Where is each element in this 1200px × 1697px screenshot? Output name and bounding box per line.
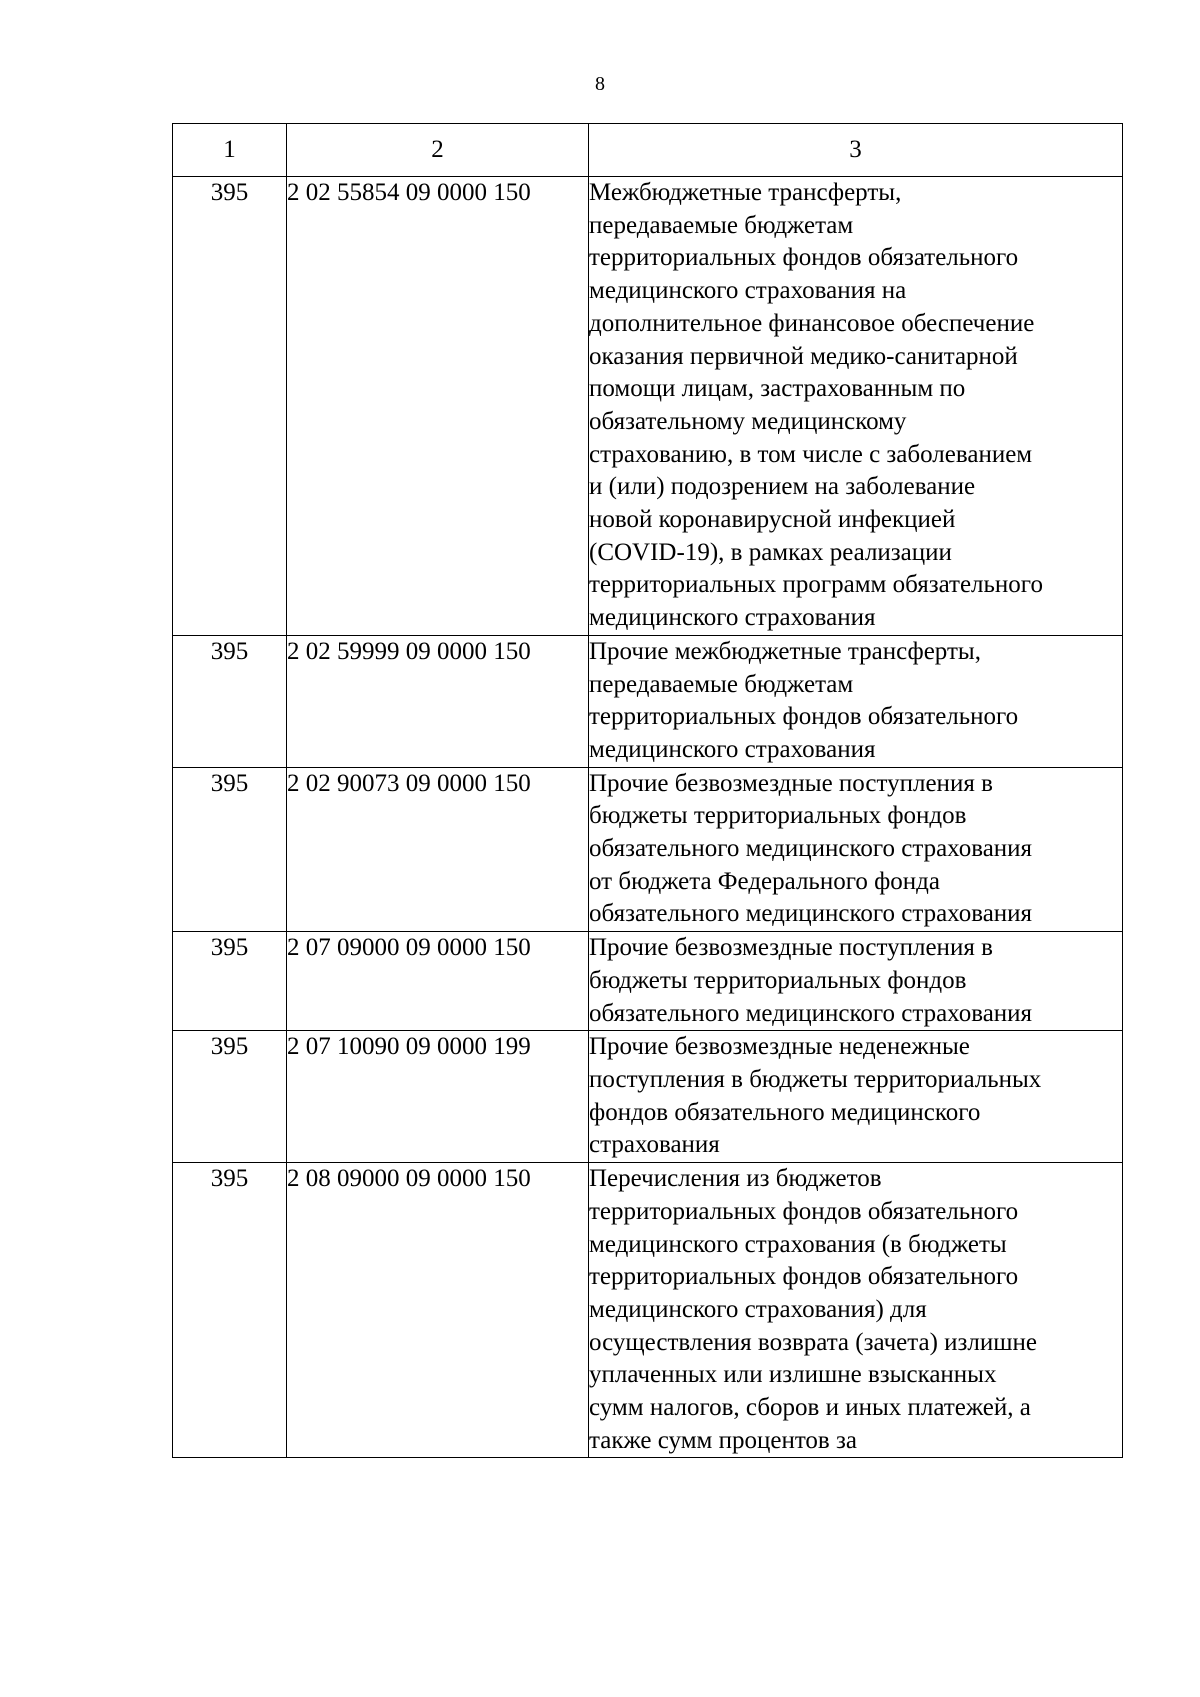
table-row xyxy=(173,1031,1123,1163)
income-name-line: бюджеты территориальных фондов xyxy=(589,966,967,994)
income-name-line: обязательного медицинского страхования xyxy=(589,900,1033,928)
income-name-line: территориальных фондов обязательного xyxy=(589,703,1019,731)
budget-code-cell: 2 08 09000 09 0000 150 xyxy=(287,1163,589,1458)
budget-classification-table xyxy=(172,123,1123,1458)
admin-code-cell: 395 xyxy=(173,635,287,767)
income-name-cell xyxy=(589,635,1123,767)
table-row xyxy=(173,932,1123,1031)
income-name-line: страхования xyxy=(589,1131,720,1159)
income-name-line: передаваемые бюджетам xyxy=(589,211,854,239)
income-name-cell xyxy=(589,177,1123,636)
income-name-line: передаваемые бюджетам xyxy=(589,670,854,698)
table-row xyxy=(173,1163,1123,1458)
income-name-line: обязательному медицинскому xyxy=(589,407,907,435)
admin-code-cell: 395 xyxy=(173,1031,287,1163)
table-row xyxy=(173,767,1123,932)
income-name-line: медицинского страхования на xyxy=(589,277,907,305)
table-body xyxy=(173,177,1123,1458)
income-name-line: (COVID-19), в рамках реализации xyxy=(589,538,952,566)
income-name-line: Прочие безвозмездные неденежные xyxy=(589,1033,970,1061)
income-name-cell xyxy=(589,767,1123,932)
admin-code-cell: 395 xyxy=(173,767,287,932)
table-row xyxy=(173,177,1123,636)
income-name-cell xyxy=(589,1163,1123,1458)
admin-code-cell: 395 xyxy=(173,1163,287,1458)
income-name-line: медицинского страхования) для xyxy=(589,1295,927,1323)
income-name-line: медицинского страхования (в бюджеты xyxy=(589,1230,1007,1258)
income-name-line: Прочие безвозмездные поступления в xyxy=(589,934,993,962)
income-name-line: медицинского страхования xyxy=(589,604,876,632)
income-name-line: Прочие межбюджетные трансферты, xyxy=(589,637,981,665)
income-name-line: бюджеты территориальных фондов xyxy=(589,802,967,830)
income-name-line: от бюджета Федерального фонда xyxy=(589,867,940,895)
income-name-cell xyxy=(589,1031,1123,1163)
page-number: 8 xyxy=(595,73,605,95)
income-name-line: и (или) подозрением на заболевание xyxy=(589,473,976,501)
income-name-line: Перечисления из бюджетов xyxy=(589,1165,882,1193)
income-name-line: Межбюджетные трансферты, xyxy=(589,179,902,206)
income-name-line: поступления в бюджеты территориальных xyxy=(589,1065,1042,1093)
income-name-line: дополнительное финансовое обеспечение xyxy=(589,309,1035,337)
table-row xyxy=(173,635,1123,767)
budget-code-cell: 2 02 90073 09 0000 150 xyxy=(287,767,589,932)
income-name-line: территориальных фондов обязательного xyxy=(589,244,1019,272)
income-name-line: Прочие безвозмездные поступления в xyxy=(589,769,993,797)
admin-code-cell: 395 xyxy=(173,177,287,636)
income-name-line: также сумм процентов за xyxy=(589,1426,857,1454)
income-name-line: сумм налогов, сборов и иных платежей, а xyxy=(589,1394,1031,1422)
budget-code-cell: 2 07 10090 09 0000 199 xyxy=(287,1031,589,1163)
budget-code-cell: 2 07 09000 09 0000 150 xyxy=(287,932,589,1031)
income-name-line: фондов обязательного медицинского xyxy=(589,1098,981,1126)
income-name-line: новой коронавирусной инфекцией xyxy=(589,506,956,534)
income-name-line: территориальных фондов обязательного xyxy=(589,1263,1019,1291)
income-name-line: медицинского страхования xyxy=(589,735,876,763)
column-header-3: 3 xyxy=(589,124,1123,177)
income-name-line: оказания первичной медико-санитарной xyxy=(589,342,1018,370)
income-name-line: территориальных фондов обязательного xyxy=(589,1197,1019,1225)
budget-code-cell: 2 02 59999 09 0000 150 xyxy=(287,635,589,767)
table-header-row xyxy=(173,124,1123,177)
income-name-line: осуществления возврата (зачета) излишне xyxy=(589,1328,1037,1356)
income-name-cell xyxy=(589,932,1123,1031)
column-header-1: 1 xyxy=(173,124,287,177)
income-name-line: уплаченных или излишне взысканных xyxy=(589,1361,997,1389)
column-header-2: 2 xyxy=(287,124,589,177)
income-name-line: обязательного медицинского страхования xyxy=(589,835,1033,863)
income-name-line: обязательного медицинского страхования xyxy=(589,999,1033,1027)
income-name-line: страхованию, в том числе с заболеванием xyxy=(589,440,1033,468)
income-name-line: территориальных программ обязательного xyxy=(589,571,1043,599)
income-name-line: помощи лицам, застрахованным по xyxy=(589,375,966,403)
budget-code-cell: 2 02 55854 09 0000 150 xyxy=(287,177,589,636)
admin-code-cell: 395 xyxy=(173,932,287,1031)
